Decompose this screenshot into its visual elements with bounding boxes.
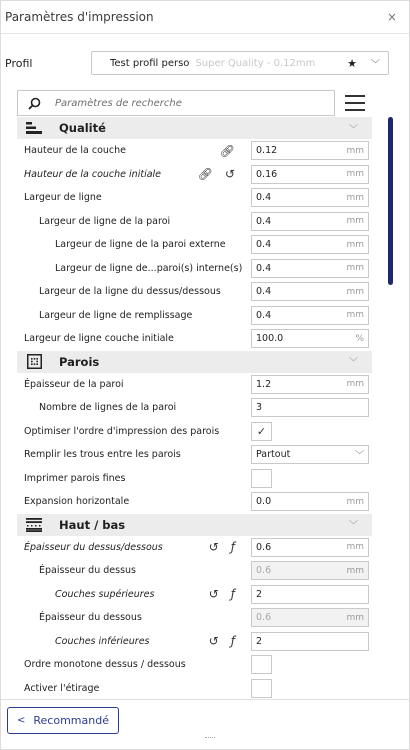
profile-label: Profil bbox=[5, 56, 33, 70]
section-title: Qualité bbox=[59, 121, 106, 135]
value-field-disabled: 0.6 mm bbox=[251, 608, 369, 627]
setting-epaisseur-dessus-dessous bbox=[1, 536, 397, 560]
value-field[interactable]: 0.4 mm bbox=[251, 306, 369, 325]
setting-activer-etirage bbox=[1, 677, 397, 700]
star-icon[interactable]: ★ bbox=[347, 56, 357, 70]
quality-icon bbox=[25, 122, 43, 134]
setting-label: Nombre de lignes de la paroi bbox=[39, 402, 177, 414]
setting-label: Activer l'étirage bbox=[24, 682, 100, 694]
walls-icon bbox=[25, 354, 43, 369]
setting-label: Hauteur de la couche bbox=[24, 145, 127, 157]
setting-ordre-monotone bbox=[1, 653, 397, 677]
setting-label: Épaisseur du dessus/dessous bbox=[24, 541, 163, 553]
setting-nb-lignes-paroi bbox=[1, 396, 397, 420]
setting-label: Hauteur de la couche initiale bbox=[24, 168, 162, 180]
recommended-label: Recommandé bbox=[33, 714, 109, 727]
setting-label: Ordre monotone dessus / dessous bbox=[24, 659, 186, 671]
value-field[interactable]: 0.4 mm bbox=[251, 188, 369, 207]
section-qualite[interactable] bbox=[17, 117, 372, 139]
section-title: Haut / bas bbox=[59, 517, 126, 532]
setting-label: Expansion horizontale bbox=[24, 496, 130, 508]
setting-largeur-paroi-interne bbox=[1, 257, 397, 281]
section-haut-bas[interactable] bbox=[17, 514, 372, 536]
value-field[interactable]: 0.4 mm bbox=[251, 282, 369, 301]
chevron-down-icon: ﹀ bbox=[370, 59, 380, 70]
value-field[interactable]: 100.0 % bbox=[251, 329, 369, 348]
resize-grip[interactable] bbox=[205, 737, 215, 739]
setting-label: Largeur de ligne de...paroi(s) interne(s) bbox=[55, 262, 243, 274]
setting-label: Largeur de ligne de remplissage bbox=[39, 309, 193, 321]
setting-couches-superieures bbox=[1, 583, 397, 607]
setting-label: Largeur de ligne bbox=[24, 192, 102, 204]
setting-largeur-dessus bbox=[1, 280, 397, 304]
window-title: Paramètres d'impression bbox=[5, 10, 154, 24]
checkbox-unchecked[interactable] bbox=[251, 655, 272, 674]
setting-hauteur-initiale bbox=[1, 163, 397, 187]
setting-label: Épaisseur du dessous bbox=[39, 612, 142, 624]
profile-row bbox=[1, 44, 409, 82]
chevron-down-icon: ﹀ bbox=[348, 124, 358, 135]
setting-label: Épaisseur du dessus bbox=[39, 565, 136, 577]
link-icon[interactable]: 🔗︎ bbox=[219, 143, 235, 158]
setting-largeur-paroi bbox=[1, 210, 397, 234]
setting-label: Épaisseur de la paroi bbox=[24, 378, 124, 390]
reset-icon[interactable]: ↺ bbox=[208, 540, 219, 555]
function-icon[interactable]: ƒ bbox=[230, 634, 235, 649]
setting-label: Imprimer parois fines bbox=[24, 472, 126, 484]
checkbox-unchecked[interactable] bbox=[251, 679, 272, 698]
reset-icon[interactable]: ↺ bbox=[208, 587, 219, 602]
search-input[interactable] bbox=[53, 97, 324, 110]
close-button[interactable]: × bbox=[386, 10, 397, 24]
setting-optimiser-ordre bbox=[1, 420, 397, 444]
setting-remplir-trous bbox=[1, 443, 397, 467]
setting-label: Largeur de ligne couche initiale bbox=[24, 333, 174, 345]
value-field[interactable]: 0.12 mm bbox=[251, 141, 369, 160]
value-field[interactable]: 2 bbox=[251, 632, 369, 651]
value-field[interactable]: 0.4 mm bbox=[251, 212, 369, 231]
value-field[interactable]: 0.16 mm bbox=[251, 165, 369, 184]
chevron-down-icon: ﹀ bbox=[354, 451, 364, 462]
profile-quality: Super Quality - 0.12mm bbox=[195, 57, 316, 69]
setting-couches-inferieures bbox=[1, 630, 397, 654]
settings-list[interactable] bbox=[1, 117, 397, 699]
setting-label: Largeur de ligne de la paroi bbox=[39, 215, 171, 227]
value-field[interactable]: 0.6 mm bbox=[251, 538, 369, 557]
setting-label: Couches supérieures bbox=[55, 588, 155, 600]
profile-name: Test profil perso bbox=[110, 57, 190, 69]
profile-dropdown[interactable] bbox=[91, 51, 389, 75]
footer bbox=[1, 699, 409, 741]
checkbox-unchecked[interactable] bbox=[251, 469, 272, 488]
value-field[interactable]: 2 bbox=[251, 585, 369, 604]
setting-epaisseur-paroi bbox=[1, 373, 397, 397]
setting-expansion bbox=[1, 490, 397, 514]
value-field[interactable]: 0.0 mm bbox=[251, 492, 369, 511]
reset-icon[interactable]: ↺ bbox=[224, 167, 235, 182]
section-parois[interactable] bbox=[17, 351, 372, 373]
setting-largeur-initiale bbox=[1, 327, 397, 351]
setting-label: Largeur de ligne de la paroi externe bbox=[55, 239, 226, 251]
link-icon[interactable]: 🔗︎ bbox=[197, 167, 213, 182]
value-field[interactable]: 0.4 mm bbox=[251, 259, 369, 278]
setting-largeur-paroi-externe bbox=[1, 233, 397, 257]
top-bottom-icon bbox=[25, 518, 43, 532]
recommended-button[interactable] bbox=[7, 707, 119, 734]
setting-label: Largeur de la ligne du dessus/dessous bbox=[39, 286, 221, 298]
setting-parois-fines bbox=[1, 467, 397, 491]
value-field[interactable]: 0.4 mm bbox=[251, 235, 369, 254]
value-field[interactable]: 1.2 mm bbox=[251, 375, 369, 394]
setting-hauteur-couche bbox=[1, 139, 397, 163]
fill-gaps-dropdown[interactable]: Partout ﹀ bbox=[251, 445, 369, 464]
value-field-disabled: 0.6 mm bbox=[251, 561, 369, 580]
setting-label: Optimiser l'ordre d'impression des parois bbox=[24, 425, 220, 437]
setting-label: Remplir les trous entre les parois bbox=[24, 449, 181, 461]
section-title: Parois bbox=[59, 354, 100, 369]
search-box[interactable] bbox=[17, 90, 335, 116]
value-field[interactable]: 3 bbox=[251, 398, 369, 417]
title-bar bbox=[1, 1, 409, 34]
setting-largeur-ligne bbox=[1, 186, 397, 210]
chevron-left-icon: < bbox=[17, 715, 26, 726]
function-icon[interactable]: ƒ bbox=[230, 587, 235, 602]
setting-label: Couches inférieures bbox=[55, 635, 150, 647]
settings-menu-button[interactable] bbox=[345, 95, 365, 111]
checkbox-checked[interactable]: ✓ bbox=[251, 422, 272, 441]
chevron-down-icon: ﹀ bbox=[348, 521, 358, 531]
function-icon[interactable]: ƒ bbox=[230, 540, 235, 555]
scrollbar-thumb[interactable] bbox=[388, 117, 393, 285]
reset-icon[interactable]: ↺ bbox=[208, 634, 219, 649]
chevron-down-icon: ﹀ bbox=[348, 358, 358, 368]
search-icon bbox=[28, 97, 41, 110]
setting-epaisseur-dessus bbox=[1, 559, 397, 583]
search-row bbox=[1, 86, 409, 120]
setting-epaisseur-dessous bbox=[1, 606, 397, 630]
setting-largeur-remplissage bbox=[1, 304, 397, 328]
